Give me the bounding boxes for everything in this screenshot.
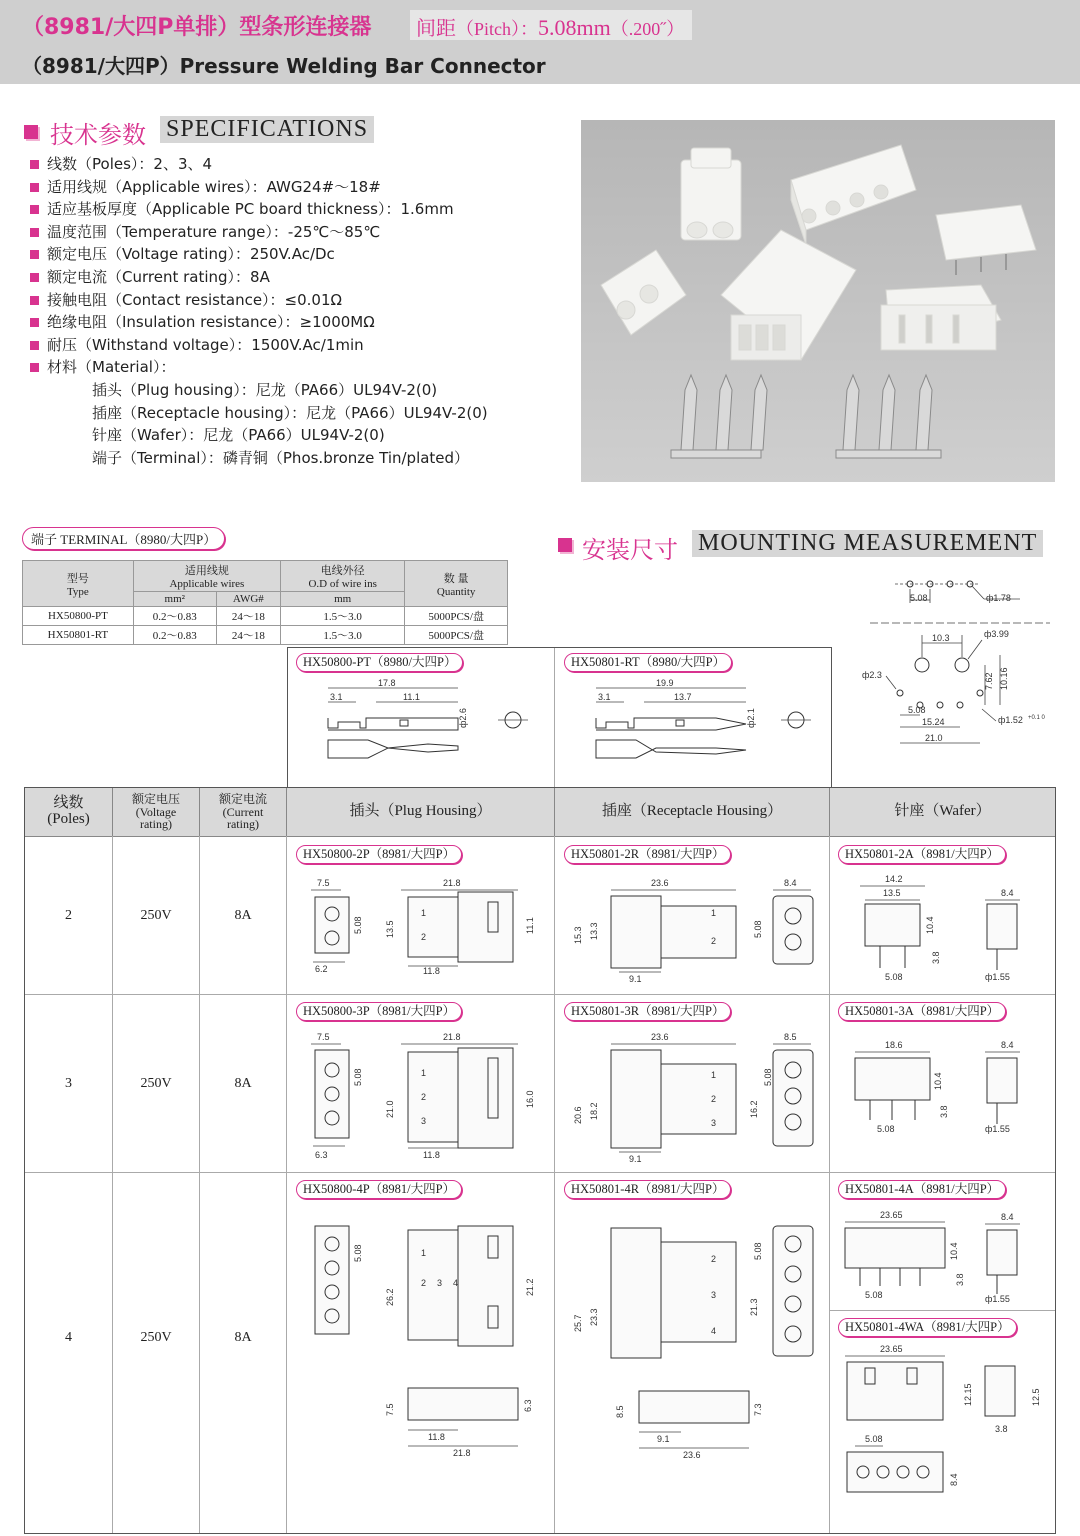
receptacle-2r-drawing [561,872,827,990]
svg-text:13.7: 13.7 [674,692,692,702]
spec-item: 线数（Poles）：2、3、4 [30,153,570,176]
svg-text:3.8: 3.8 [995,1424,1008,1434]
svg-text:26.2: 26.2 [385,1288,395,1306]
svg-text:20.6: 20.6 [573,1106,583,1124]
svg-text:2: 2 [711,1254,717,1264]
bullet-icon [30,160,39,169]
row-current: 8A [234,907,252,923]
svg-text:7.5: 7.5 [317,878,330,888]
grid-line [286,836,287,1533]
bullet-icon [30,341,39,350]
svg-text:1: 1 [711,1070,717,1080]
svg-text:13.3: 13.3 [589,922,599,940]
table-row: HX50800-PT 0.2～0.83 24～18 1.5～3.0 5000PCS/盘 [23,607,508,626]
row-voltage: 250V [140,1075,172,1091]
section-square-icon [24,125,38,139]
svg-text:10.16: 10.16 [999,667,1009,690]
row-voltage: 250V [140,907,172,923]
svg-text:23.6: 23.6 [651,1032,669,1042]
receptacle-3r-drawing [561,1028,827,1170]
svg-text:21.8: 21.8 [443,1032,461,1042]
svg-text:ф1.52: ф1.52 [998,715,1023,725]
svg-text:5.08: 5.08 [353,916,363,934]
row-current: 8A [234,1075,252,1091]
svg-text:9.1: 9.1 [657,1434,670,1444]
plug-4p-drawing [293,1206,551,1531]
title-english: （8981/大四P）Pressure Welding Bar Connector [22,54,546,78]
svg-text:21.2: 21.2 [525,1278,535,1296]
svg-text:7.3: 7.3 [753,1403,763,1416]
col-receptacle: 插座（Receptacle Housing） [555,788,830,836]
svg-text:15.24: 15.24 [922,717,945,727]
part-badge: HX50801-3A（8981/大四P） [838,1002,1006,1021]
svg-text:2: 2 [711,936,717,946]
svg-text:3.1: 3.1 [330,692,343,702]
spec-item: 额定电压（Voltage rating）：250V.Ac/Dc [30,243,570,266]
svg-text:10.4: 10.4 [949,1242,959,1260]
material-item: 针座（Wafer）：尼龙（PA66）UL94V-2(0) [92,426,385,445]
col-voltage: 额定电压 (Voltage rating) [113,788,200,836]
svg-text:23.65: 23.65 [880,1210,903,1220]
grid-line [829,836,830,1533]
mounting-heading-en: MOUNTING MEASUREMENT [692,530,1043,557]
col-poles: 线数 (Poles) [25,788,113,836]
svg-text:23.6: 23.6 [651,878,669,888]
svg-text:17.8: 17.8 [378,678,396,688]
svg-text:3.8: 3.8 [939,1105,949,1118]
svg-text:2: 2 [421,1278,427,1288]
spec-grid [24,787,1056,1534]
svg-text:5.08: 5.08 [753,920,763,938]
svg-text:21.3: 21.3 [749,1298,759,1316]
pt-drawing [308,678,548,788]
svg-text:ф1.78: ф1.78 [986,593,1011,603]
svg-text:3.8: 3.8 [955,1273,965,1286]
wafer-3a-drawing [835,1028,1053,1170]
svg-text:23.6: 23.6 [683,1450,701,1460]
col-wires: 适用线规 Applicable wires [133,561,280,592]
svg-text:11.8: 11.8 [423,1150,440,1160]
svg-text:5.08: 5.08 [885,972,903,982]
material-item: 端子（Terminal）：磷青铜（Phos.bronze Tin/plated） [92,448,470,467]
svg-text:18.6: 18.6 [885,1040,903,1050]
svg-text:1: 1 [421,1068,427,1078]
svg-text:11.1: 11.1 [403,692,420,702]
svg-text:2: 2 [421,1092,427,1102]
col-mm2: mm² [133,592,216,607]
pitch-inch: （.200˝） [610,19,685,39]
spec-item: 适应基板厚度（Applicable PC board thickness）：1.6mm [30,198,570,221]
receptacle-4r-drawing [561,1206,827,1531]
spec-item: 适用线规（Applicable wires）：AWG24#～18# [30,176,570,199]
svg-text:23.3: 23.3 [589,1308,599,1326]
divider [554,648,555,789]
bullet-icon [30,183,39,192]
row-poles: 2 [65,907,72,923]
svg-text:3: 3 [421,1116,427,1126]
svg-text:5.08: 5.08 [865,1434,883,1444]
svg-text:21.0: 21.0 [385,1100,395,1118]
section-square-icon [558,538,572,552]
specs-heading-en: SPECIFICATIONS [160,116,374,143]
svg-text:+0.1 0: +0.1 0 [1028,715,1045,721]
terminal-drawings [287,647,832,789]
svg-text:21.0: 21.0 [925,733,943,743]
pt-badge: HX50800-PT（8980/大四P） [296,653,463,672]
svg-text:10.4: 10.4 [933,1072,943,1090]
mounting-heading-cn: 安装尺寸 [582,536,678,564]
svg-text:ф1.55: ф1.55 [985,1294,1010,1304]
svg-text:3.1: 3.1 [598,692,611,702]
wafer-2a-drawing [835,872,1053,990]
svg-text:19.9: 19.9 [656,678,674,688]
specs-heading-cn: 技术参数 [50,121,146,149]
svg-text:8.5: 8.5 [784,1032,797,1042]
mounting-drawing-svg [860,575,1060,750]
svg-text:21.8: 21.8 [443,878,461,888]
svg-text:ф2.1: ф2.1 [746,708,756,728]
svg-text:8.5: 8.5 [615,1405,625,1418]
svg-text:16.2: 16.2 [749,1100,759,1118]
svg-text:8.4: 8.4 [1001,888,1014,898]
svg-text:15.3: 15.3 [573,926,583,944]
rt-drawing [576,678,826,788]
svg-text:ф2.6: ф2.6 [458,708,468,728]
svg-text:16.0: 16.0 [525,1090,535,1108]
row-poles: 3 [65,1075,72,1091]
svg-text:ф3.99: ф3.99 [984,629,1009,639]
svg-text:3: 3 [711,1118,717,1128]
svg-text:6.3: 6.3 [315,1150,328,1160]
part-badge: HX50801-2A（8981/大四P） [838,845,1006,864]
svg-text:3.8: 3.8 [931,951,941,964]
svg-text:5.08: 5.08 [353,1244,363,1262]
svg-text:7.62: 7.62 [984,672,994,690]
rt-badge: HX50801-RT（8980/大四P） [564,653,732,672]
svg-text:ф1.55: ф1.55 [985,972,1010,982]
col-awg: AWG# [216,592,280,607]
svg-text:1: 1 [421,1248,427,1258]
svg-text:5.08: 5.08 [763,1068,773,1086]
terminal-badge: 端子 TERMINAL（8980/大四P） [22,527,225,550]
title-pitch [410,10,692,40]
bullet-icon [30,363,39,372]
svg-text:3: 3 [437,1278,443,1288]
svg-text:12.5: 12.5 [1031,1388,1041,1406]
part-badge: HX50801-4R（8981/大四P） [564,1180,731,1199]
svg-text:21.8: 21.8 [453,1448,471,1458]
svg-text:2: 2 [711,1094,717,1104]
svg-text:10.3: 10.3 [932,633,950,643]
col-plug: 插头（Plug Housing） [287,788,555,836]
spec-item: 额定电流（Current rating）：8A [30,266,570,289]
part-badge: HX50800-4P（8981/大四P） [296,1180,462,1199]
col-wafer: 针座（Wafer） [830,788,1055,836]
grid-line [554,836,555,1533]
spec-item: 耐压（Withstand voltage）：1500V.Ac/1min [30,334,570,357]
material-item: 插座（Receptacle housing）：尼龙（PA66）UL94V-2(0) [92,403,488,422]
svg-text:13.5: 13.5 [883,888,901,898]
svg-text:4: 4 [711,1326,717,1336]
row-voltage: 250V [140,1330,172,1345]
svg-text:12.15: 12.15 [963,1383,973,1406]
svg-text:5.08: 5.08 [865,1290,883,1300]
svg-text:25.7: 25.7 [573,1314,583,1332]
col-type: 型号 Type [23,561,134,607]
svg-text:7.5: 7.5 [385,1403,395,1416]
svg-text:11.8: 11.8 [423,966,440,976]
svg-text:5.08: 5.08 [877,1124,895,1134]
col-od: 电线外径 O.D of wire ins [281,561,405,592]
svg-text:23.65: 23.65 [880,1344,903,1354]
part-badge: HX50800-2P（8981/大四P） [296,845,462,864]
svg-text:8.4: 8.4 [949,1473,959,1486]
svg-text:8.4: 8.4 [1001,1040,1014,1050]
svg-text:1: 1 [711,908,717,918]
plug-3p-drawing [293,1028,551,1170]
bullet-icon [30,296,39,305]
bullet-icon [30,228,39,237]
wafer-4wa-drawing [835,1340,1053,1530]
svg-text:9.1: 9.1 [629,1154,642,1164]
row-poles: 4 [65,1330,72,1345]
col-current: 额定电流 (Current rating) [200,788,287,836]
svg-text:ф1.55: ф1.55 [985,1124,1010,1134]
svg-text:11.1: 11.1 [525,917,535,934]
plug-2p-drawing [293,872,551,990]
svg-text:6.2: 6.2 [315,964,328,974]
spec-item: 材料（Material）： [30,356,570,379]
svg-text:5.08: 5.08 [753,1242,763,1260]
spec-item: 接触电阻（Contact resistance）：≤0.01Ω [30,289,570,312]
col-qty: 数 量 Quantity [405,561,508,607]
svg-text:5.08: 5.08 [910,593,928,603]
pitch-label: （Pitch）： [456,19,539,39]
col-od-unit: mm [281,592,405,607]
svg-text:5.08: 5.08 [353,1068,363,1086]
bullet-icon [30,205,39,214]
svg-text:13.5: 13.5 [385,920,395,938]
part-badge: HX50801-2R（8981/大四P） [564,845,731,864]
svg-text:8.4: 8.4 [1001,1212,1014,1222]
svg-text:1: 1 [421,908,427,918]
svg-text:14.2: 14.2 [885,874,903,884]
terminal-table [22,560,508,645]
part-badge: HX50801-4WA（8981/大四P） [838,1318,1017,1337]
pitch-value: 5.08mm [538,15,611,40]
row-current: 8A [234,1330,252,1345]
part-badge: HX50801-4A（8981/大四P） [838,1180,1006,1199]
title-chinese: （8981/大四P单排）型条形连接器 [22,15,372,40]
table-row: HX50801-RT 0.2～0.83 24～18 1.5～3.0 5000PCS/盘 [23,626,508,645]
bullet-icon [30,273,39,282]
svg-text:7.5: 7.5 [317,1032,330,1042]
material-item: 插头（Plug housing）：尼龙（PA66）UL94V-2(0) [92,380,438,399]
product-photo [581,120,1055,482]
svg-text:5.08: 5.08 [908,705,926,715]
wafer-4a-drawing [835,1206,1053,1311]
mounting-drawing [860,575,1060,750]
bullet-icon [30,318,39,327]
svg-text:10.4: 10.4 [925,916,935,934]
svg-text:8.4: 8.4 [784,878,797,888]
svg-text:ф2.3: ф2.3 [862,670,882,680]
spec-item: 温度范围（Temperature range）：-25℃～85℃ [30,221,570,244]
svg-text:2: 2 [421,932,427,942]
spec-item: 绝缘电阻（Insulation resistance）：≥1000MΩ [30,311,570,334]
spec-list [30,153,570,469]
part-badge: HX50801-3R（8981/大四P） [564,1002,731,1021]
svg-text:3: 3 [711,1290,717,1300]
svg-text:4: 4 [453,1278,459,1288]
svg-text:11.8: 11.8 [428,1432,445,1442]
bullet-icon [30,250,39,259]
svg-text:6.3: 6.3 [523,1399,533,1412]
part-badge: HX50800-3P（8981/大四P） [296,1002,462,1021]
svg-text:18.2: 18.2 [589,1102,599,1120]
pitch-cn: 间距 [416,16,456,40]
product-photo-illustration [581,120,1055,482]
svg-text:9.1: 9.1 [629,974,642,984]
